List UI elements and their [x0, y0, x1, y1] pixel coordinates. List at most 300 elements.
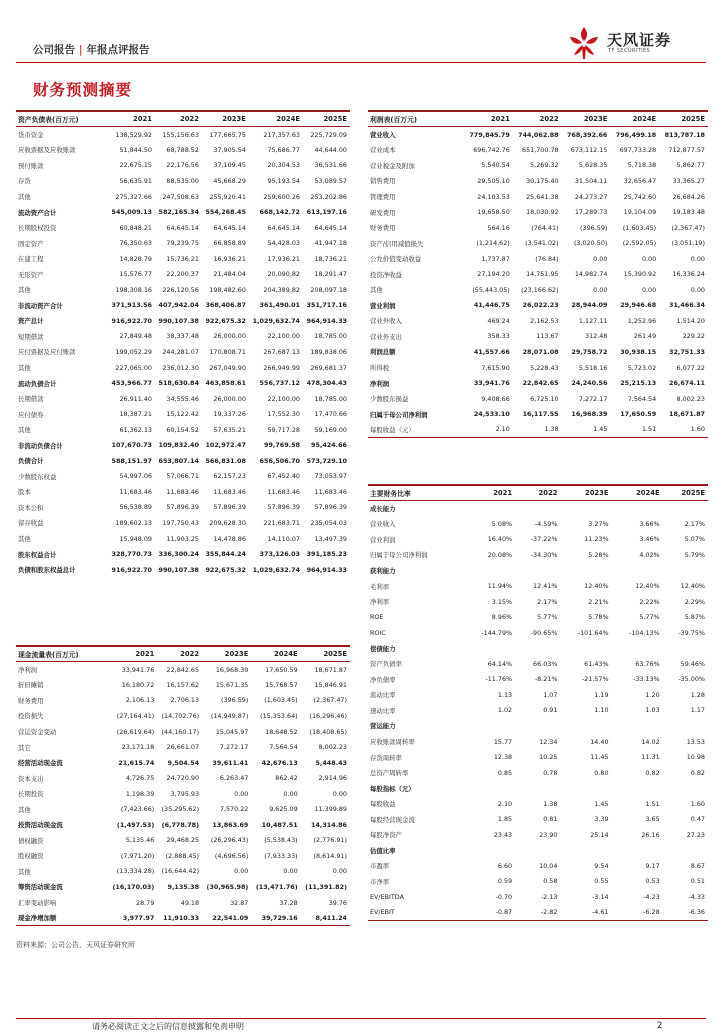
- value-cell: 12.40%: [584, 582, 609, 591]
- value-cell: 227,065.00: [115, 363, 152, 372]
- disclaimer-link[interactable]: 请务必阅读正文之后的信息披露和免责申明: [92, 1022, 244, 1031]
- row-label: 折旧摊销: [18, 681, 44, 690]
- table-row: [16, 298, 350, 314]
- value-cell: [663, 843, 708, 859]
- value-cell: 0.58: [543, 877, 558, 886]
- value-cell: [464, 718, 515, 734]
- value-cell: 24,273.27: [574, 192, 608, 201]
- table-row: [368, 718, 708, 734]
- row-label: 估值比率: [370, 846, 396, 855]
- value-cell: 0.00: [593, 254, 608, 263]
- row-label: 研发费用: [370, 208, 396, 217]
- row-label: 归属于母公司净利润: [370, 410, 428, 419]
- value-cell: 9.54: [594, 861, 609, 870]
- row-label: 公允价值变动收益: [370, 255, 422, 264]
- value-cell: [464, 843, 515, 859]
- row-label: 长期股权投资: [18, 224, 57, 233]
- row-label: 其他: [18, 364, 31, 373]
- value-cell: 26,022.23: [522, 301, 559, 310]
- value-cell: 208,097.18: [310, 285, 347, 294]
- row-label: 应付票据及应付账款: [18, 348, 76, 357]
- value-cell: 54,428.03: [267, 239, 300, 248]
- value-cell: 1.51: [610, 422, 659, 438]
- value-cell: -4.33: [688, 892, 705, 901]
- table-row: [368, 905, 708, 921]
- row-label: 长期投资: [18, 790, 44, 799]
- value-cell: 17,470.66: [314, 410, 347, 419]
- table-row: [16, 220, 350, 236]
- logo-mark-icon: [566, 25, 602, 61]
- value-cell: 64,645.14: [166, 223, 199, 232]
- value-cell: 573,729.10: [306, 456, 347, 465]
- value-cell: 916,922.70: [111, 565, 152, 574]
- row-label: 其他: [18, 286, 31, 295]
- value-cell: 5.07%: [684, 535, 705, 544]
- value-cell: 1.85: [497, 815, 513, 824]
- row-label: 现金净增加额: [16, 910, 108, 926]
- value-cell: -0.70: [495, 892, 513, 901]
- value-cell: 37,905.54: [213, 145, 246, 154]
- value-cell: 20,304.53: [267, 161, 300, 170]
- value-cell: 0.59: [497, 877, 513, 886]
- value-cell: [560, 718, 611, 734]
- value-cell: [560, 563, 611, 579]
- table-row: [368, 329, 708, 345]
- table-row: [16, 500, 350, 516]
- value-cell: [515, 843, 560, 859]
- value-cell: [663, 563, 708, 579]
- table-row: [16, 360, 350, 376]
- value-cell: [464, 640, 515, 656]
- value-cell: 696,742.76: [473, 145, 510, 154]
- value-cell: (7,971.20): [120, 851, 155, 860]
- table-row: [16, 329, 350, 345]
- value-cell: 16,180.72: [121, 680, 155, 689]
- value-cell: 267,687.13: [263, 347, 300, 356]
- row-label: 利润总额: [370, 348, 396, 357]
- value-cell: (11,391.82): [305, 882, 347, 891]
- value-cell: (14,702.76): [161, 711, 200, 720]
- value-cell: 0.53: [645, 877, 660, 886]
- value-cell: 391,185.23: [306, 550, 347, 559]
- table-row: [16, 515, 350, 531]
- table-row: [368, 391, 708, 407]
- value-cell: 66.03%: [533, 659, 558, 668]
- value-cell: 11,683.46: [119, 487, 152, 496]
- table-row: [16, 801, 350, 817]
- table-row: [16, 724, 350, 740]
- value-cell: -3.14: [591, 892, 609, 901]
- value-cell: 109,832.40: [158, 441, 199, 450]
- table-row: [368, 780, 708, 796]
- value-cell: 5.87%: [684, 613, 705, 622]
- row-label: 市盈率: [370, 862, 390, 871]
- value-cell: 7,272.17: [578, 394, 608, 403]
- value-cell: 463,858.61: [205, 379, 246, 388]
- value-cell: 15,671.35: [215, 680, 249, 689]
- value-cell: 10,487.51: [261, 820, 298, 829]
- value-cell: -39.75%: [678, 628, 705, 637]
- table-row: [368, 749, 708, 765]
- row-label: 管理费用: [370, 193, 396, 201]
- value-cell: (1,603.45): [622, 223, 657, 232]
- value-cell: 9,625.09: [269, 805, 298, 814]
- value-cell: [612, 718, 663, 734]
- value-cell: 26,911.40: [119, 394, 152, 403]
- value-cell: 14,110.07: [267, 534, 300, 543]
- value-cell: 8,002.23: [676, 394, 705, 403]
- value-cell: 138,529.92: [115, 130, 152, 139]
- table-row: [16, 406, 350, 422]
- value-cell: 1.45: [562, 422, 611, 438]
- value-cell: 64,645.14: [314, 223, 347, 232]
- row-label: 营业利润: [370, 301, 396, 310]
- value-cell: 10.04: [539, 861, 558, 870]
- value-cell: 22,100.00: [267, 394, 300, 403]
- value-cell: 12.40%: [635, 582, 660, 591]
- table-header-row: [16, 646, 350, 662]
- value-cell: -0.87: [464, 905, 515, 921]
- value-cell: 53,089.57: [314, 176, 347, 185]
- value-cell: (30,965.98): [206, 882, 249, 891]
- value-cell: [663, 780, 708, 796]
- value-cell: (27,164.41): [116, 711, 155, 720]
- table-title-cell: 现金流量表(百万元): [16, 646, 108, 662]
- row-label: 营业成本: [370, 146, 396, 155]
- year-header-cell: 2025E: [663, 485, 708, 501]
- row-label: 其它: [18, 743, 31, 752]
- table-row: [16, 755, 350, 771]
- value-cell: 7,564.54: [269, 743, 298, 752]
- table-row: [16, 142, 350, 158]
- value-cell: 18,736.21: [314, 254, 347, 263]
- value-cell: 16.40%: [487, 535, 513, 544]
- value-cell: 796,499.18: [615, 130, 657, 139]
- value-cell: 76,350.63: [119, 239, 152, 248]
- row-label: EV/EBIT: [368, 905, 464, 921]
- row-label: 投资损失: [18, 712, 44, 721]
- row-label: 营运资金变动: [18, 728, 57, 736]
- value-cell: 7,272.17: [219, 743, 249, 752]
- value-cell: 18,785.00: [314, 394, 347, 403]
- value-cell: 37,109.45: [213, 161, 246, 170]
- value-cell: [515, 640, 560, 656]
- value-cell: 358.33: [487, 332, 510, 341]
- value-cell: 61.43%: [584, 659, 609, 668]
- value-cell: [663, 718, 708, 734]
- row-label: EV/EBITDA: [370, 892, 404, 901]
- value-cell: 31,466.34: [669, 301, 705, 310]
- year-header-cell: 2024E: [612, 485, 663, 501]
- table-row: [16, 677, 350, 693]
- value-cell: 0.00: [234, 867, 249, 876]
- value-cell: 11,910.33: [157, 910, 202, 926]
- value-cell: 39.76: [328, 898, 347, 907]
- value-cell: 39,611.41: [212, 758, 249, 767]
- value-cell: -104.13%: [628, 628, 660, 637]
- value-cell: 916,922.70: [111, 316, 152, 325]
- value-cell: 0.80: [594, 768, 609, 777]
- value-cell: 668,142.72: [259, 208, 300, 217]
- value-cell: 38,337.48: [166, 332, 199, 341]
- table-row: [368, 858, 708, 874]
- value-cell: 22,200.37: [166, 270, 199, 279]
- footer-divider: [16, 1018, 706, 1019]
- value-cell: 2.17%: [684, 519, 705, 528]
- table-row: [16, 693, 350, 709]
- table-row: [16, 786, 350, 802]
- table-row: [368, 127, 708, 143]
- value-cell: 13,497.39: [314, 534, 347, 543]
- row-label: 财务费用: [18, 696, 44, 705]
- table-row: [368, 251, 708, 267]
- value-cell: -4.59%: [534, 519, 558, 528]
- value-cell: 862.42: [275, 774, 298, 783]
- value-cell: 27,849.48: [119, 332, 152, 341]
- value-cell: 0.00: [690, 254, 705, 263]
- row-label: 长期借款: [18, 395, 44, 404]
- row-label: 预付账款: [18, 161, 44, 170]
- value-cell: 6,077.22: [676, 363, 705, 372]
- year-header-cell: 2021: [464, 485, 515, 501]
- value-cell: (44,160.17): [161, 727, 200, 736]
- value-cell: 545,009.13: [111, 208, 152, 217]
- value-cell: 11,903.25: [166, 534, 199, 543]
- year-header-cell: 2021: [108, 646, 157, 662]
- value-cell: 209,628.30: [209, 518, 246, 527]
- value-cell: -11.76%: [485, 675, 513, 684]
- value-cell: [560, 780, 611, 796]
- value-cell: 7,564.54: [627, 394, 657, 403]
- value-cell: 5,628.35: [578, 161, 608, 170]
- value-cell: [464, 501, 515, 517]
- value-cell: 244,281.07: [162, 347, 199, 356]
- value-cell: 16,968.39: [215, 665, 249, 674]
- value-cell: 1.10: [594, 706, 609, 715]
- value-cell: 11.31: [641, 753, 660, 762]
- table-row: [368, 547, 708, 563]
- row-label: 净利率: [370, 598, 390, 607]
- row-label: 其他: [18, 535, 31, 544]
- value-cell: 1.45: [594, 799, 609, 808]
- value-cell: 56,538.89: [119, 503, 152, 512]
- value-cell: (55,443.05): [472, 285, 510, 294]
- value-cell: -4.23: [643, 892, 660, 901]
- value-cell: 59.46%: [680, 659, 705, 668]
- year-header-cell: 2023E: [562, 111, 611, 127]
- value-cell: 1.38: [513, 422, 562, 438]
- value-cell: 12.34: [539, 737, 558, 746]
- table-row: [368, 640, 708, 656]
- value-cell: 5.77%: [537, 613, 558, 622]
- value-cell: 14.02: [641, 737, 660, 746]
- value-cell: [612, 780, 663, 796]
- value-cell: 22,541.09: [202, 910, 251, 926]
- table-row: [368, 266, 708, 282]
- table-row: [368, 672, 708, 688]
- table-row: [368, 282, 708, 298]
- value-cell: 15,122.42: [166, 410, 199, 419]
- value-cell: [464, 563, 515, 579]
- header-divider: [16, 62, 706, 63]
- value-cell: 30,175.40: [526, 176, 559, 185]
- value-cell: 235,054.03: [310, 518, 347, 527]
- value-cell: 5.77%: [639, 613, 660, 622]
- row-label: 汇率变动影响: [18, 899, 57, 908]
- value-cell: 18,671.87: [669, 410, 705, 419]
- value-cell: 26.16: [641, 830, 660, 839]
- value-cell: 51,844.50: [119, 145, 152, 154]
- table-row: [368, 765, 708, 781]
- value-cell: 24,103.53: [477, 192, 510, 201]
- value-cell: 3.46%: [639, 535, 660, 544]
- value-cell: 25,215.13: [620, 379, 657, 388]
- row-label: 获利能力: [370, 567, 396, 575]
- table-row: [368, 173, 708, 189]
- value-cell: 68,788.52: [166, 145, 199, 154]
- value-cell: 2.29%: [684, 597, 705, 606]
- page-title: 财务预测摘要: [33, 81, 133, 99]
- value-cell: 26,661.07: [166, 743, 200, 752]
- value-cell: (2,592.05): [622, 239, 657, 248]
- table-row: [368, 563, 708, 579]
- value-cell: (2,367.47): [313, 696, 347, 705]
- table-row: [368, 220, 708, 236]
- value-cell: 11,683.46: [267, 487, 300, 496]
- value-cell: 41,446.75: [473, 301, 510, 310]
- value-cell: 6.60: [497, 861, 513, 870]
- value-cell: 9,408.66: [481, 394, 510, 403]
- value-cell: 18,671.87: [314, 665, 347, 674]
- value-cell: 2,914.96: [318, 774, 347, 783]
- table-row: [16, 531, 350, 547]
- value-cell: [515, 718, 560, 734]
- value-cell: 14,828.79: [119, 254, 152, 263]
- table-row: [16, 189, 350, 205]
- value-cell: [560, 640, 611, 656]
- value-cell: [663, 640, 708, 656]
- value-cell: 1,737.87: [481, 254, 510, 263]
- row-label: 短期借款: [18, 332, 44, 341]
- value-cell: 11.94%: [487, 582, 513, 591]
- value-cell: 217,357.63: [263, 130, 300, 139]
- value-cell: 26,000.00: [213, 332, 246, 341]
- value-cell: 813,787.18: [664, 130, 705, 139]
- value-cell: 199,052.29: [115, 347, 152, 356]
- value-cell: [560, 843, 611, 859]
- value-cell: 23,171.18: [121, 743, 155, 752]
- value-cell: 5.28%: [588, 550, 609, 559]
- value-cell: 62,157.23: [213, 472, 246, 481]
- table-row: [368, 874, 708, 890]
- value-cell: -33.13%: [632, 675, 660, 684]
- value-cell: (3,020.50): [573, 239, 608, 248]
- value-cell: (26,296.43): [210, 836, 249, 845]
- value-cell: -2.82: [515, 905, 560, 921]
- value-cell: 697,733.28: [619, 145, 657, 154]
- value-cell: 259,600.26: [263, 192, 300, 201]
- value-cell: 64.14%: [487, 659, 513, 668]
- row-label: 资产总计: [18, 317, 44, 326]
- table-row: [368, 796, 708, 812]
- table-row: [16, 817, 350, 833]
- row-label: 速动比率: [370, 706, 396, 715]
- value-cell: 3,795.93: [170, 789, 200, 798]
- value-cell: 355,844.24: [205, 550, 246, 559]
- value-cell: 1.51: [645, 799, 660, 808]
- row-label: 筹资活动现金流: [18, 883, 63, 892]
- value-cell: 5,718.38: [627, 161, 657, 170]
- value-cell: (6,778.78): [161, 820, 200, 829]
- value-cell: 57,896.39: [314, 503, 347, 512]
- value-cell: 922,675.32: [205, 565, 246, 574]
- value-cell: 18,387.21: [119, 410, 152, 419]
- value-cell: 0.00: [641, 254, 657, 263]
- table-row: [368, 687, 708, 703]
- value-cell: 15,045.97: [215, 727, 249, 736]
- value-cell: (7,933.33): [264, 851, 298, 860]
- value-cell: (2,367.47): [671, 223, 705, 232]
- row-label: 总资产周转率: [370, 769, 409, 778]
- value-cell: 22,100.00: [267, 332, 300, 341]
- value-cell: 19,337.26: [213, 410, 246, 419]
- value-cell: 469.24: [487, 316, 510, 325]
- value-cell: 4,726.75: [125, 774, 155, 783]
- value-cell: 57,896.39: [267, 503, 300, 512]
- table-row: [16, 484, 350, 500]
- report-category: 公司报告: [33, 44, 75, 56]
- value-cell: 25.14: [590, 830, 609, 839]
- row-label: 流动比率: [370, 691, 396, 700]
- value-cell: 19,104.09: [623, 208, 657, 217]
- value-cell: -6.28: [612, 905, 663, 921]
- value-cell: 19,183.48: [672, 208, 705, 217]
- value-cell: [515, 501, 560, 517]
- value-cell: -101.64%: [577, 628, 609, 637]
- value-cell: -34.30%: [530, 550, 558, 559]
- value-cell: 57,635.21: [213, 425, 246, 434]
- value-cell: 22,842.65: [522, 379, 559, 388]
- table-row: [16, 422, 350, 438]
- value-cell: [663, 501, 708, 517]
- value-cell: 12.40%: [680, 582, 705, 591]
- value-cell: 67,452.40: [267, 472, 300, 481]
- value-cell: 236,012.30: [162, 363, 199, 372]
- row-label: 每股收益（元）: [368, 422, 464, 438]
- table-row: [16, 833, 350, 849]
- source-note: 资料来源：公司公告，天风证券研究所: [16, 941, 135, 949]
- table-row: [16, 469, 350, 485]
- value-cell: 7,615.90: [481, 363, 510, 372]
- value-cell: [612, 501, 663, 517]
- value-cell: (396.59): [221, 696, 249, 705]
- row-label: 其他: [370, 286, 383, 295]
- value-cell: 33,941.76: [473, 379, 510, 388]
- row-label: 每股指标（元）: [370, 784, 415, 793]
- value-cell: 588,151.97: [111, 456, 152, 465]
- table-title-cell: 资产负债表(百万元): [16, 111, 108, 127]
- value-cell: [612, 640, 663, 656]
- table-row: [368, 594, 708, 610]
- value-cell: 266,949.99: [263, 363, 300, 372]
- row-label: 毛利率: [370, 582, 390, 591]
- value-cell: 21,615.74: [118, 758, 155, 767]
- value-cell: 221,683.71: [263, 518, 300, 527]
- value-cell: 11,683.46: [166, 487, 199, 496]
- row-label: 其他: [18, 805, 31, 814]
- value-cell: 8,411.24: [301, 910, 350, 926]
- row-label: 资本公积: [18, 503, 44, 512]
